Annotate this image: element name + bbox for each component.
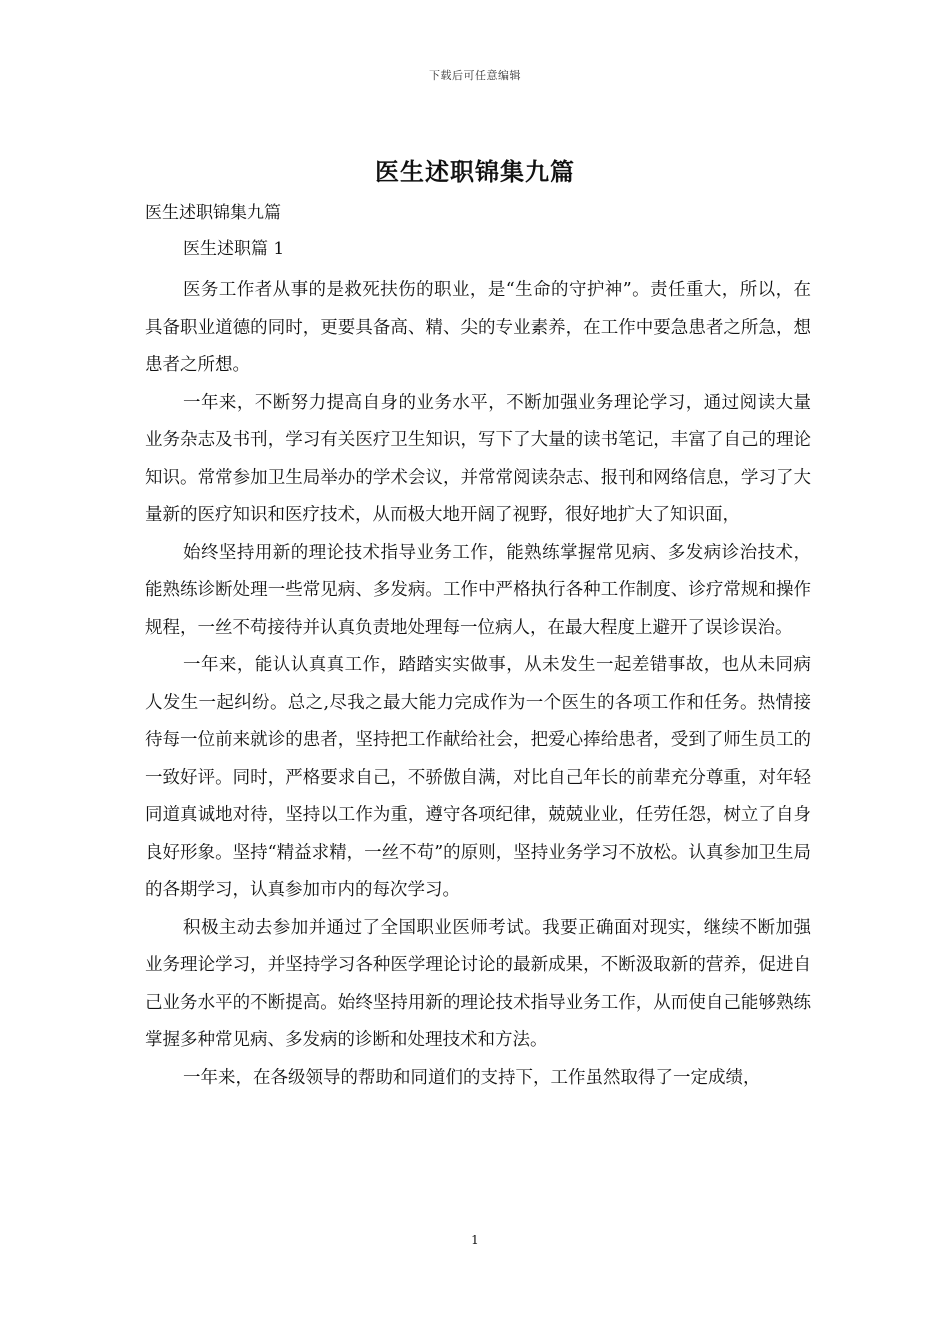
- paragraph: 一年来，不断努力提高自身的业务水平，不断加强业务理论学习，通过阅读大量业务杂志及书刊，学习有关医疗卫生知识，写下了大量的读书笔记，丰富了自己的理论知识。常常参加卫生局举办的学术会议，并常常阅读杂志、报刊和网络信息，学习了大量新的医疗知识和医疗技术，从而极大地开阔了视野，很好地扩大了知识面，: [145, 392, 811, 525]
- document-body: [145, 199, 811, 1097]
- paragraph: 医务工作者从事的是救死扶伤的职业，是“生命的守护神”。责任重大，所以，在具备职业道德的同时，更要具备高、精、尖的专业素养，在工作中要急患者之所急，想患者之所想。: [145, 280, 811, 375]
- paragraph: 始终坚持用新的理论技术指导业务工作，能熟练掌握常见病、多发病诊治技术，能熟练诊断处理一些常见病、多发病。工作中严格执行各种工作制度、诊疗常规和操作规程，一丝不苟接待并认真负责地处理每一位病人，在最大程度上避开了误诊误治。: [145, 542, 811, 638]
- section-heading: 医生述职篇 1: [183, 239, 285, 259]
- header-note: 下载后可任意编辑: [429, 69, 521, 82]
- paragraph: 积极主动去参加并通过了全国职业医师考试。我要正确面对现实，继续不断加强业务理论学习，并坚持学习各种医学理论讨论的最新成果，不断汲取新的营养，促进自己业务水平的不断提高。始终坚持用新的理论技术指导业务工作，从而使自己能够熟练掌握多种常见病、多发病的诊断和处理技术和方法。: [145, 917, 811, 1050]
- paragraph: 一年来，能认认真真工作，踏踏实实做事，从未发生一起差错事故，也从未同病人发生一起纠纷。总之,尽我之最大能力完成作为一个医生的各项工作和任务。热情接待每一位前来就诊的患者，坚持把工作献给社会，把爱心捧给患者，受到了师生员工的一致好评。同时，严格要求自己，不骄傲自满，对比自己年长的前辈充分尊重，对年轻同道真诚地对待，坚持以工作为重，遵守各项纪律，兢兢业业，任劳任怨，树立了自身良好形象。坚持“精益求精，一丝不苟”的原则，坚持业务学习不放松。认真参加卫生局的各期学习，认真参加市内的每次学习。: [145, 655, 811, 900]
- document-subtitle: 医生述职锦集九篇: [145, 203, 281, 223]
- page-number: 1: [471, 1233, 479, 1247]
- paragraph: 一年来，在各级领导的帮助和同道们的支持下，工作虽然取得了一定成绩，: [183, 1067, 761, 1088]
- document-title: 医生述职锦集九篇: [375, 157, 575, 186]
